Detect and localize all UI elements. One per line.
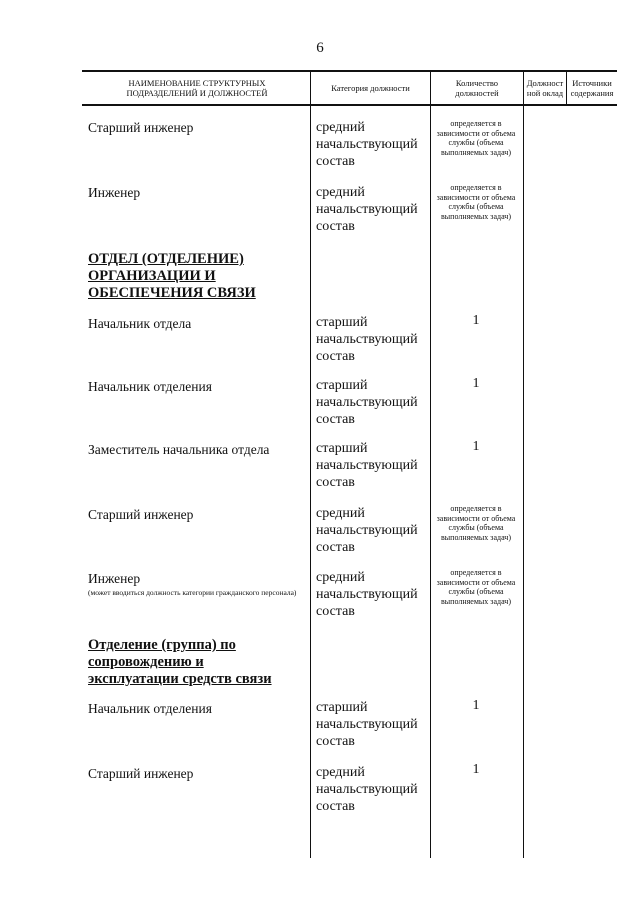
row-category: старший начальствующий состав bbox=[316, 315, 418, 364]
row-category: средний начальствующий состав bbox=[316, 185, 418, 234]
row-category: средний начальствующий состав bbox=[316, 506, 418, 555]
row-note: (может вводиться должность категории гражданского персонала) bbox=[88, 588, 297, 597]
row-category: средний начальствующий состав bbox=[316, 765, 418, 814]
row-name: Начальник отделения bbox=[88, 379, 212, 394]
column-divider bbox=[310, 70, 311, 858]
row-category: старший начальствующий состав bbox=[316, 700, 418, 749]
column-divider bbox=[523, 70, 524, 858]
row-quantity: 1 bbox=[472, 762, 480, 777]
header-bottom-border bbox=[82, 104, 617, 106]
header-quantity: Количество должностей bbox=[455, 78, 499, 98]
row-name: Заместитель начальника отдела bbox=[88, 442, 270, 457]
header-source: Источники содержания bbox=[570, 78, 614, 98]
row-category: старший начальствующий состав bbox=[316, 378, 418, 427]
row-name: Старший инженер bbox=[88, 766, 194, 781]
section-title: ОТДЕЛ (ОТДЕЛЕНИЕ) ОРГАНИЗАЦИИ И ОБЕСПЕЧЕНИЯ СВЯЗИ bbox=[88, 251, 256, 301]
row-quantity: 1 bbox=[472, 313, 480, 328]
row-quantity: определяется в зависимости от объема службы (объема выполняемых задач) bbox=[436, 183, 516, 221]
row-quantity: 1 bbox=[472, 376, 480, 391]
row-quantity: определяется в зависимости от объема службы (объема выполняемых задач) bbox=[436, 504, 516, 542]
row-name: Инженер bbox=[88, 185, 141, 200]
row-quantity: определяется в зависимости от объема службы (объема выполняемых задач) bbox=[436, 119, 516, 157]
row-quantity: 1 bbox=[472, 698, 480, 713]
row-name: Старший инженер bbox=[88, 120, 194, 135]
header-salary: Должност ной оклад bbox=[526, 77, 564, 98]
row-quantity: 1 bbox=[472, 439, 480, 454]
header-category: Категория должности bbox=[331, 83, 410, 93]
header-name: НАИМЕНОВАНИЕ СТРУКТУРНЫХ ПОДРАЗДЕЛЕНИЙ И ДОЛЖНОСТЕЙ bbox=[126, 78, 268, 98]
row-category: средний начальствующий состав bbox=[316, 120, 418, 169]
row-name bbox=[88, 571, 303, 597]
row-category: средний начальствующий состав bbox=[316, 570, 418, 619]
row-name: Старший инженер bbox=[88, 507, 194, 522]
section-title: Отделение (группа) по сопровождению и эксплуатации средств связи bbox=[88, 637, 272, 687]
row-category: старший начальствующий состав bbox=[316, 441, 418, 490]
row-name: Начальник отдела bbox=[88, 316, 192, 331]
row-quantity: определяется в зависимости от объема службы (объема выполняемых задач) bbox=[436, 568, 516, 606]
page-number: 6 bbox=[316, 40, 324, 56]
row-name: Начальник отделения bbox=[88, 701, 212, 716]
row-name-text: Инженер bbox=[88, 571, 141, 586]
